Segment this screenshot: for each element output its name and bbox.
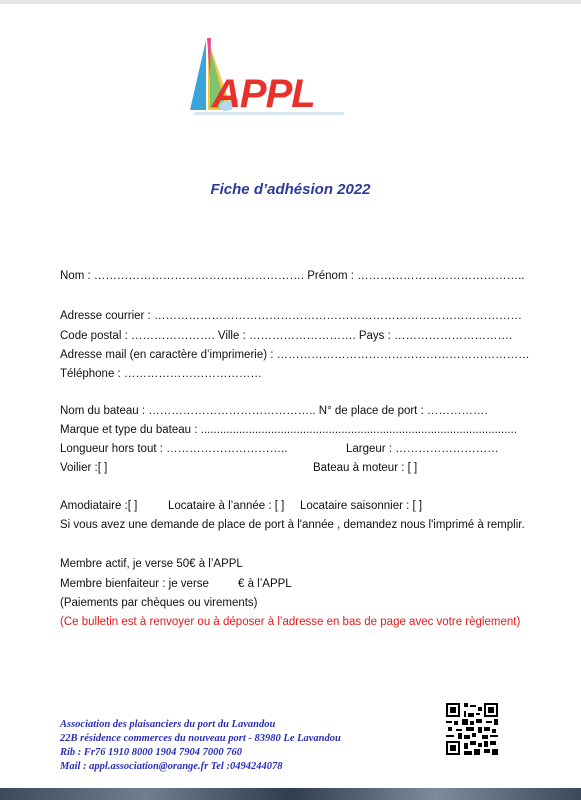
logo-wordmark: APPL [212, 72, 315, 116]
marque-bateau-line: Marque et type du bateau : ................................................................................................... [60, 424, 517, 436]
membre-actif-line: Membre actif, je verse 50€ à l’APPL [60, 558, 243, 570]
footer-association: Association des plaisanciers du port du Lavandou [60, 719, 276, 730]
paiements-note: (Paiements par chèques ou virements) [60, 597, 258, 609]
longueur-line: Longueur hors tout : ………………………….. [60, 443, 288, 455]
nom-bateau-line: Nom du bateau : …………………………………….. N° de place de port : ……………. [60, 405, 488, 417]
code-postal-line: Code postal : …………………. Ville : ………………………. Pays : …………………………. [60, 330, 513, 342]
renvoi-notice: (Ce bulletin est à renvoyer ou à déposer à l’adresse en bas de page avec votre règlement) [60, 616, 521, 628]
qr-code-icon [446, 703, 498, 755]
email-line: Adresse mail (en caractère d’imprimerie) : ………………………………………………………… [60, 349, 530, 361]
locataire-saisonnier-checkbox: Locataire saisonnier : [ ] [300, 500, 423, 512]
largeur-line: Largeur : ……………………… [346, 443, 499, 455]
bateau-moteur-checkbox: Bateau à moteur : [ ] [313, 462, 418, 474]
telephone-line: Téléphone : ……………………………… [60, 368, 262, 380]
adresse-line: Adresse courrier : …………………………………………………………………………………… [60, 310, 522, 322]
footer-rib: Rib : Fr76 1910 8000 1904 7904 7000 760 [60, 747, 243, 758]
page-bottom-strip [0, 788, 581, 800]
nom-prenom-line: Nom : ………………………………………………. Prénom : …………………………………….. [60, 270, 525, 282]
membre-bienfaiteur-amount: € à l’APPL [238, 578, 292, 590]
voilier-checkbox: Voilier :[ ] [60, 462, 108, 474]
footer-address-line: 22B résidence commerces du nouveau port - 83980 Le Lavandou [60, 733, 341, 744]
page-top-edge [0, 0, 581, 4]
amodiataire-checkbox: Amodiataire :[ ] [60, 500, 138, 512]
membre-bienfaiteur-line: Membre bienfaiteur : je verse [60, 578, 209, 590]
footer-address [60, 718, 341, 774]
page-title: Fiche d’adhésion 2022 [210, 181, 371, 198]
demande-place-text: Si vous avez une demande de place de port à l'année , demandez nous l'imprimé à remplir. [60, 519, 525, 531]
footer-contact: Mail : appl.association@orange.fr Tel :0494244078 [60, 761, 283, 772]
locataire-annee-checkbox: Locataire à l’année : [ ] [168, 500, 285, 512]
